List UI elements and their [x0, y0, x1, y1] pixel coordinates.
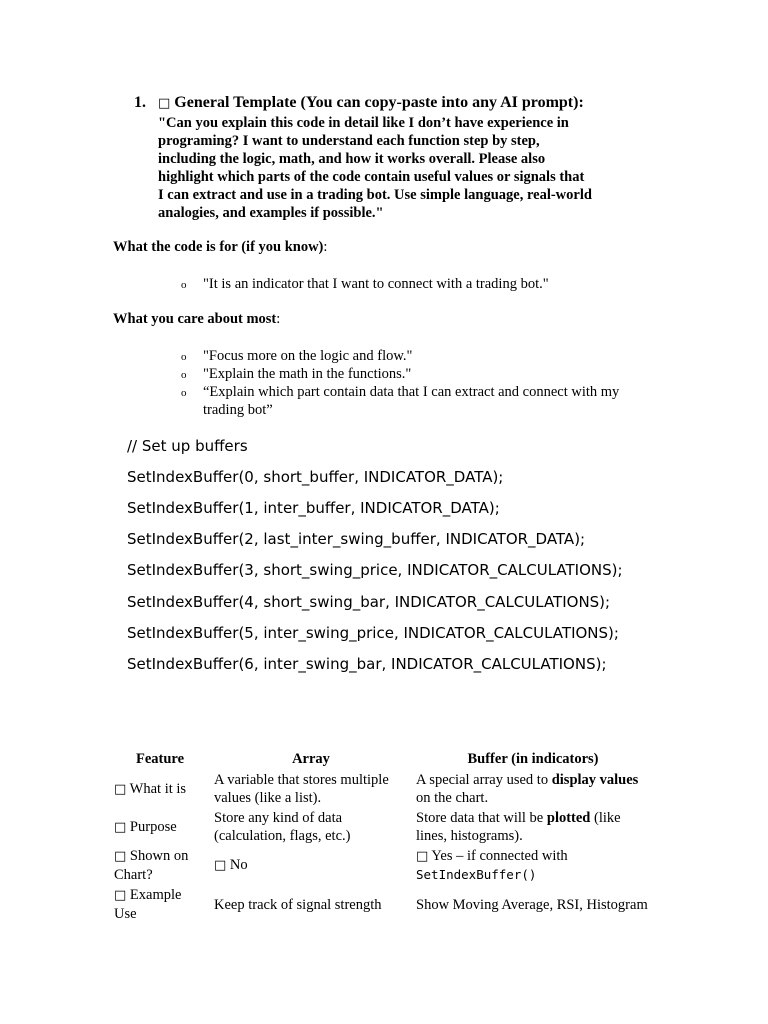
prompt-line: I can extract and use in a trading bot. Use simple language, real-world: [158, 187, 592, 203]
table-cell: A special array used to display values on the chart.: [416, 772, 639, 806]
table-row: [110, 808, 654, 846]
placeholder-box-icon: □: [114, 781, 127, 797]
code-line: SetIndexBuffer(2, last_inter_swing_buffer, INDICATOR_DATA);: [127, 530, 586, 548]
code-line: SetIndexBuffer(4, short_swing_bar, INDICATOR_CALCULATIONS);: [127, 593, 611, 611]
bullet-marker: o: [181, 279, 187, 291]
placeholder-box-icon: □: [416, 849, 429, 864]
code-purpose-list: [181, 275, 639, 293]
table-cell: □ Shown on Chart?: [114, 848, 189, 883]
care-about-list: [181, 347, 639, 419]
table-cell: Store any kind of data (calculation, flags, etc.): [214, 810, 351, 844]
table-row: [110, 770, 654, 808]
list-item: o "Explain the math in the functions.": [181, 366, 412, 382]
table-row: [110, 885, 654, 924]
table-cell: □ What it is: [114, 780, 187, 797]
table-cell: □ No: [214, 857, 248, 873]
table-header: Buffer (in indicators): [467, 751, 599, 767]
code-line: SetIndexBuffer(6, inter_swing_bar, INDICATOR_CALCULATIONS);: [127, 655, 607, 673]
prompt-line: programing? I want to understand each function step by step,: [158, 133, 540, 149]
table-cell: Store data that will be plotted (like lines, histograms).: [416, 810, 621, 844]
section-heading-text: General Template (You can copy-paste into any AI prompt):: [174, 94, 584, 111]
table-header-row: [110, 748, 654, 770]
prompt-line: including the logic, math, and how it works overall. Please also: [158, 151, 546, 167]
table-cell: □ Purpose: [114, 818, 177, 835]
table-header: Array: [292, 751, 330, 767]
list-item: o “Explain which part contain data that I can extract and connect with my trading bot”: [181, 384, 620, 418]
bullet-marker: o: [181, 351, 187, 363]
prompt-line: "Can you explain this code in detail like I don’t have experience in: [158, 115, 569, 131]
placeholder-box-icon: □: [214, 858, 227, 873]
inline-code: SetIndexBuffer(): [416, 867, 537, 882]
code-comment: // Set up buffers: [127, 437, 248, 455]
placeholder-box-icon: □: [114, 849, 127, 864]
bullet-marker: o: [181, 369, 187, 381]
list-number: 1.: [134, 94, 146, 111]
table-cell: Keep track of signal strength: [214, 896, 382, 913]
table-header: Feature: [135, 751, 185, 767]
table-row: [110, 846, 654, 885]
list-item: o "It is an indicator that I want to connect with a trading bot.": [181, 276, 549, 292]
code-line: SetIndexBuffer(0, short_buffer, INDICATOR_DATA);: [127, 468, 504, 486]
section-heading: [158, 94, 584, 112]
prompt-line: highlight which parts of the code contain useful values or signals that: [158, 169, 585, 185]
code-line: SetIndexBuffer(3, short_swing_price, INDICATOR_CALCULATIONS);: [127, 561, 623, 579]
table-cell: □ Example Use: [114, 887, 182, 922]
prompt-template: [158, 114, 618, 222]
table-cell: Show Moving Average, RSI, Histogram: [416, 896, 648, 913]
placeholder-box-icon: □: [114, 819, 127, 835]
care-about-label: What you care about most:: [113, 311, 281, 327]
table-cell: □ Yes – if connected with SetIndexBuffer(): [416, 848, 568, 882]
comparison-table: [110, 748, 654, 924]
list-item: o "Focus more on the logic and flow.": [181, 348, 413, 364]
bullet-marker: o: [181, 387, 187, 399]
code-line: SetIndexBuffer(5, inter_swing_price, INDICATOR_CALCULATIONS);: [127, 624, 619, 642]
code-line: SetIndexBuffer(1, inter_buffer, INDICATOR_DATA);: [127, 499, 500, 517]
prompt-line: analogies, and examples if possible.": [158, 205, 384, 221]
code-purpose-label: What the code is for (if you know):: [113, 239, 328, 255]
placeholder-box-icon: □: [114, 888, 127, 903]
placeholder-box-icon: □: [158, 96, 171, 111]
table-cell: A variable that stores multiple values (like a list).: [214, 772, 389, 806]
